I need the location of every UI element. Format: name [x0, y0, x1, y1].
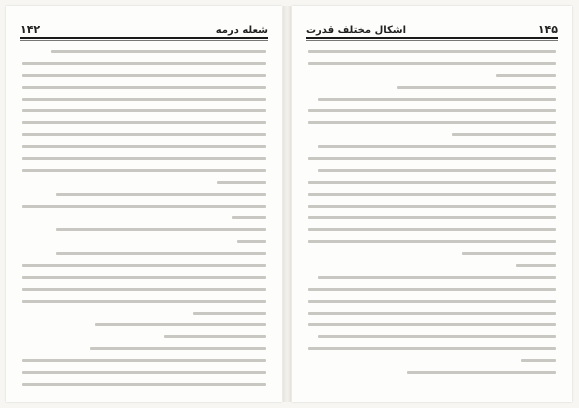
text-line: [308, 300, 556, 303]
text-line: [308, 347, 556, 350]
text-line: [308, 216, 556, 219]
text-line: [308, 181, 556, 184]
right-page: [292, 6, 572, 402]
text-line: [308, 109, 556, 112]
text-line: [193, 312, 266, 315]
text-line: [318, 276, 556, 279]
text-line: [22, 383, 266, 386]
text-line: [308, 193, 556, 196]
text-line: [95, 323, 266, 326]
text-line: [22, 371, 266, 374]
text-line: [22, 109, 266, 112]
text-line: [308, 157, 556, 160]
text-line: [22, 359, 266, 362]
text-line: [164, 335, 266, 338]
text-line: [51, 50, 266, 53]
text-line: [22, 98, 266, 101]
text-line: [22, 169, 266, 172]
text-line: [308, 312, 556, 315]
text-line: [308, 121, 556, 124]
text-line: [318, 335, 556, 338]
text-line: [56, 252, 266, 255]
text-line: [217, 181, 266, 184]
left-header-rule: [20, 37, 268, 39]
text-line: [22, 133, 266, 136]
text-line: [397, 86, 556, 89]
text-line: [318, 98, 556, 101]
text-line: [22, 264, 266, 267]
text-line: [22, 288, 266, 291]
left-page: [6, 6, 282, 402]
text-line: [308, 288, 556, 291]
text-line: [22, 145, 266, 148]
text-line: [462, 252, 556, 255]
left-running-head: شعله درمه: [215, 25, 268, 36]
text-line: [232, 216, 266, 219]
text-line: [308, 323, 556, 326]
text-line: [22, 300, 266, 303]
left-header-rule-thin: [20, 40, 268, 41]
text-line: [308, 240, 556, 243]
text-line: [22, 62, 266, 65]
right-header-rule-thin: [306, 40, 558, 41]
text-line: [22, 74, 266, 77]
text-line: [56, 193, 266, 196]
text-line: [318, 145, 556, 148]
text-line: [521, 359, 556, 362]
text-line: [237, 240, 266, 243]
text-line: [90, 347, 266, 350]
text-line: [452, 133, 556, 136]
text-line: [56, 228, 266, 231]
text-line: [318, 169, 556, 172]
text-line: [22, 205, 266, 208]
text-line: [496, 74, 556, 77]
right-header-rule: [306, 37, 558, 39]
left-page-header: [20, 18, 268, 36]
left-page-number: ۱۴۲: [20, 23, 41, 36]
left-page-body: [22, 50, 266, 392]
right-page-header: [306, 18, 558, 36]
text-line: [308, 205, 556, 208]
text-line: [308, 50, 556, 53]
right-page-number: ۱۴۵: [537, 23, 558, 36]
text-line: [22, 121, 266, 124]
right-running-head: اشکال مختلف قدرت: [306, 25, 407, 36]
text-line: [22, 157, 266, 160]
text-line: [407, 371, 556, 374]
text-line: [308, 228, 556, 231]
text-line: [516, 264, 556, 267]
text-line: [308, 62, 556, 65]
text-line: [22, 276, 266, 279]
text-line: [22, 86, 266, 89]
book-gutter: [283, 6, 291, 402]
right-page-body: [308, 50, 556, 392]
